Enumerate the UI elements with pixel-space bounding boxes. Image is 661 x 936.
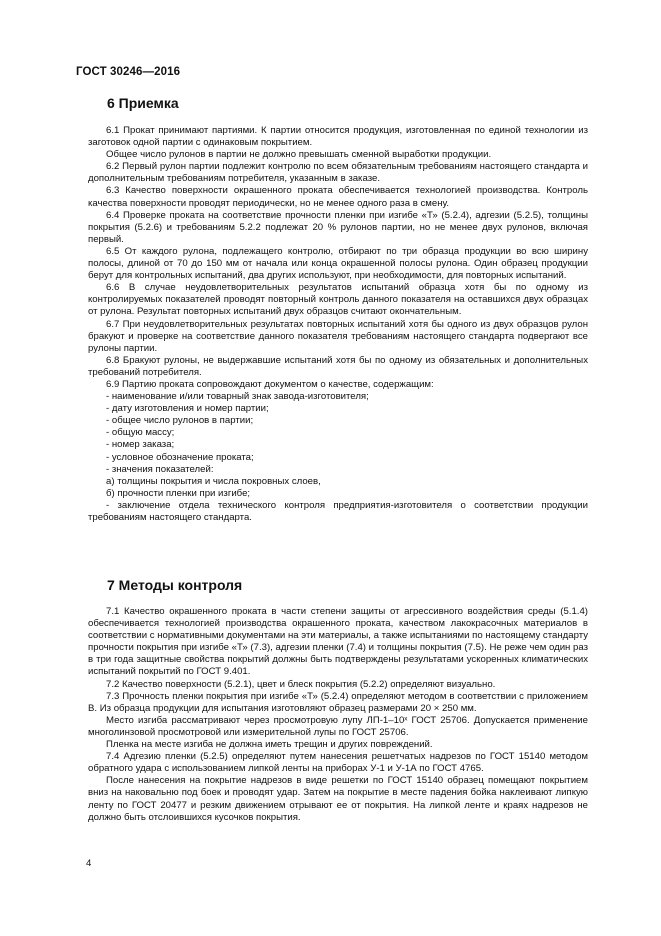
paragraph-6-4: 6.4 Проверке проката на соответствие прочности пленки при изгибе «Т» (5.2.4), адгезии (5.2.5), толщины покрытия (5.2.6) и требованиям 5.2.2 подлежат 20 % рулонов партии, но не менее двух рулонов, включая первый. — [88, 209, 588, 245]
section-6-title: 6 Приемка — [107, 95, 179, 111]
paragraph-6-5: 6.5 От каждого рулона, подлежащего контролю, отбирают по три образца продукции во всю ширину полосы, длиной от 70 до 150 мм от начала или конца окрашенной полосы рулона. Один образец продукции берут для контрольных испытаний, два других используют, при необходимости, для повторных испытаний. — [88, 245, 588, 282]
paragraph-7-2: 7.2 Качество поверхности (5.2.1), цвет и блеск покрытия (5.2.2) определяют визуально. — [106, 678, 496, 690]
section-6-body — [88, 125, 588, 524]
paragraph-6-7: 6.7 При неудовлетворительных результатах повторных испытаний хотя бы одного из двух образцов рулон бракуют и проверке на соответствие данного показателя требованиям настоящего стандарта подвергают все рулоны партии. — [88, 318, 588, 354]
paragraph-6-6: 6.6 В случае неудовлетворительных результатов испытаний образца хотя бы по одному из контролируемых показателей проводят повторный контроль данного показателя на оставшихся двух образцах от рулона. Результат повторных испытаний двух образцов считают окончательным. — [88, 282, 588, 318]
document-header: ГОСТ 30246—2016 — [76, 66, 181, 78]
paragraph-7-3-loupe: Место изгиба рассматривают через просмотровую лупу ЛП-1–10ˣ ГОСТ 25706. Допускается применение многолинзовой просмотровой или измерительной лупы по ГОСТ 25706. — [88, 714, 588, 738]
section-7-title: 7 Методы контроля — [107, 577, 243, 593]
paragraph-7-4: 7.4 Адгезию пленки (5.2.5) определяют путем нанесения решетчатых надрезов по ГОСТ 15140 методом обратного удара с использованием липкой ленты на приборах У-1 и У-1А по ГОСТ 4765. — [88, 751, 588, 775]
paragraph-6-1-note: Общее число рулонов в партии не должно превышать сменной выработки продукции. — [106, 149, 492, 161]
paragraph-6-3: 6.3 Качество поверхности окрашенного проката обеспечивается технологией производства. Контроль качества поверхности проводят периодически, но не менее одного раза в смену. — [88, 185, 588, 209]
paragraph-7-3: 7.3 Прочность пленки покрытия при изгибе «Т» (5.2.4) определяют методом в соответствии с приложением В. Из образца продукции для испытания изготовляют образец размерами 20 × 250 мм. — [88, 690, 588, 714]
paragraph-7-3-film: Пленка на месте изгиба не должна иметь трещин и других повреждений. — [106, 739, 433, 751]
list-item: - номер заказа; — [106, 439, 175, 451]
list-item: - значения показателей: — [106, 463, 214, 475]
page-number: 4 — [86, 858, 92, 869]
section-7-body — [88, 606, 588, 824]
list-item: б) прочности пленки при изгибе; — [106, 487, 251, 499]
list-item: - общую массу; — [106, 427, 175, 439]
list-item: - дату изготовления и номер партии; — [106, 403, 269, 415]
list-item: а) толщины покрытия и числа покровных слоев, — [106, 475, 321, 487]
list-item: - заключение отдела технического контроля предприятия-изготовителя о соответствии продукции требованиям настоящего стандарта. — [88, 499, 588, 523]
paragraph-7-1: 7.1 Качество окрашенного проката в части степени защиты от агрессивного воздействия среды (5.1.4) обеспечивается технологией производства окрашенного проката, качеством лакокрасочных материалов в соответствии с нормативными документами на эти материалы, а также испытаниями по настоящему стандарту прочности покрытия при изгибе «Т» (7.3), адгезии пленки (7.4) и толщины покрытия (7.5). Не реже чем один раз в три года защитные свойства покрытий должны быть подтверждены результатами ускоренных климатических испытаний покрытий по ГОСТ 9.401. — [88, 606, 588, 678]
list-item: - условное обозначение проката; — [106, 451, 254, 463]
list-item: - наименование и/или товарный знак завода-изготовителя; — [106, 391, 369, 403]
list-item: - общее число рулонов в партии; — [106, 415, 254, 427]
paragraph-7-4-method: После нанесения на покрытие надрезов в виде решетки по ГОСТ 15140 образец помещают покрытием вниз на наковальню под боек и проводят удар. Затем на покрытие в месте падения бойка наклеивают липкую ленту по ГОСТ 20477 и резким движением отрывают ее от покрытия. На липкой ленте и краях надрезов не должно быть отслоившихся кусочков покрытия. — [88, 775, 588, 823]
paragraph-6-1: 6.1 Прокат принимают партиями. К партии относится продукция, изготовленная по единой технологии из заготовок одной партии с одинаковым покрытием. — [88, 125, 588, 149]
paragraph-6-2: 6.2 Первый рулон партии подлежит контролю по всем обязательным требованиям настоящего стандарта и дополнительным требованиям потребителя, указанным в заказе. — [88, 161, 588, 185]
paragraph-6-8: 6.8 Бракуют рулоны, не выдержавшие испытаний хотя бы по одному из обязательных и дополнительных требований потребителя. — [88, 354, 588, 378]
paragraph-6-9: 6.9 Партию проката сопровождают документом о качестве, содержащим: — [106, 378, 434, 390]
